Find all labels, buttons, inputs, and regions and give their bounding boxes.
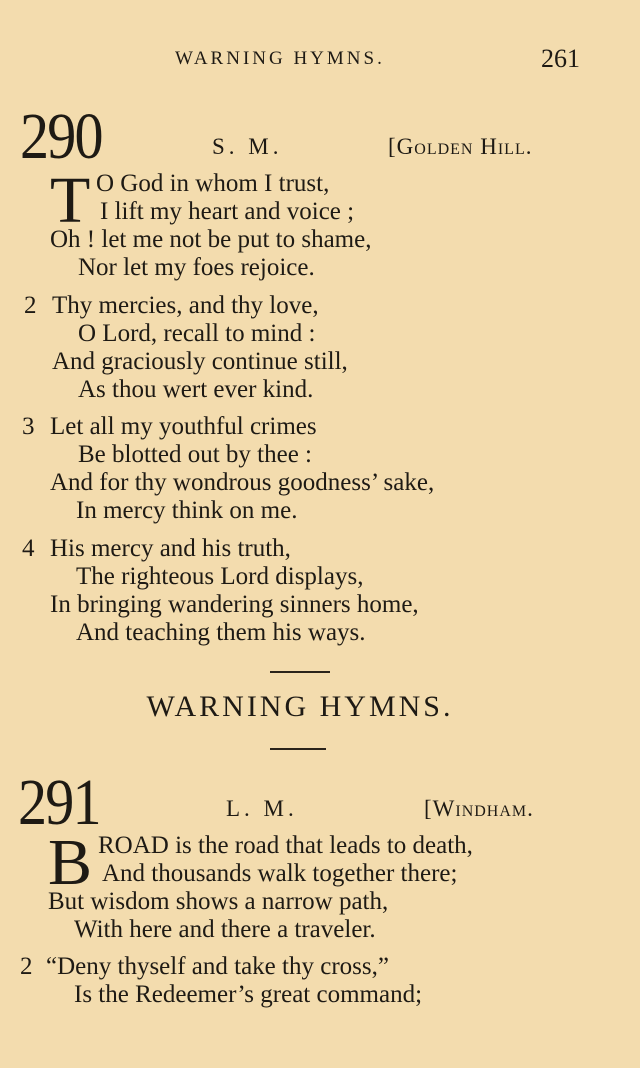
stanza-number: 2 [24, 292, 37, 319]
verse-line: “Deny thyself and take thy cross,” [46, 953, 389, 980]
verse-line: Thy mercies, and thy love, [52, 292, 319, 319]
verse-line: His mercy and his truth, [50, 535, 291, 562]
divider-rule [270, 748, 326, 750]
verse-line: And thousands walk together there; [102, 860, 458, 887]
verse-line: And teaching them his ways. [76, 619, 366, 646]
stanza-number: 4 [22, 535, 35, 562]
verse-line: And for thy wondrous goodness’ sake, [50, 469, 435, 496]
hymn-number: 290 [20, 100, 102, 173]
verse-line: The righteous Lord displays, [76, 563, 364, 590]
verse-line: In mercy think on me. [76, 497, 298, 524]
verse-line: And graciously continue still, [52, 348, 348, 375]
verse-line: O God in whom I trust, [96, 170, 330, 197]
drop-cap: B [48, 826, 93, 899]
verse-line: I lift my heart and voice ; [100, 198, 355, 225]
hymn-number: 291 [18, 766, 100, 839]
verse-line: As thou wert ever kind. [78, 376, 314, 403]
hymn-291-header [0, 766, 640, 840]
running-head: WARNING HYMNS. [175, 48, 385, 69]
verse-line: Oh ! let me not be put to shame, [50, 226, 372, 253]
hymn-290-header [0, 100, 640, 174]
section-title: WARNING HYMNS. [146, 690, 454, 723]
verse-line: ROAD is the road that leads to death, [98, 832, 473, 859]
verse-line: With here and there a traveler. [74, 916, 376, 943]
drop-cap: T [50, 164, 91, 237]
stanza-number: 2 [20, 953, 33, 980]
divider-rule [270, 671, 330, 673]
verse-line: Nor let my foes rejoice. [78, 254, 315, 281]
verse-line: But wisdom shows a narrow path, [48, 888, 389, 915]
page-number: 261 [541, 44, 580, 73]
hymn-tune: [Windham. [424, 796, 534, 821]
hymn-tune: [Golden Hill. [388, 134, 533, 159]
verse-line: In bringing wandering sinners home, [50, 591, 419, 618]
verse-line: Let all my youthful crimes [50, 413, 317, 440]
hymn-meter: L. M. [226, 796, 298, 821]
verse-line: Is the Redeemer’s great command; [74, 981, 423, 1008]
verse-line: O Lord, recall to mind : [78, 320, 316, 347]
verse-line: Be blotted out by thee : [78, 441, 312, 468]
hymn-meter: S. M. [212, 134, 283, 159]
stanza-number: 3 [22, 413, 35, 440]
